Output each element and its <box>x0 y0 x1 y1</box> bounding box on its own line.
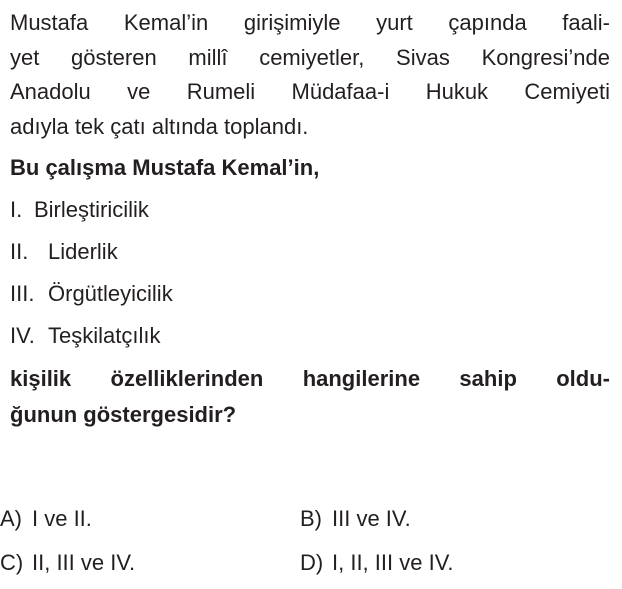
roman-item-text: Liderlik <box>48 239 118 264</box>
roman-item <box>10 189 610 231</box>
option-text: I, II, III ve IV. <box>332 550 454 575</box>
roman-item <box>10 315 610 357</box>
option-c[interactable] <box>0 545 300 589</box>
option-a[interactable] <box>0 501 300 545</box>
roman-item <box>10 273 610 315</box>
stem-line: yet gösteren millî cemiyetler, Sivas Kongresi’nde <box>10 44 610 70</box>
option-text: I ve II. <box>32 506 92 531</box>
roman-numeral: III. <box>10 281 35 306</box>
roman-item-text: Birleştiricilik <box>34 197 149 222</box>
question-card <box>10 6 610 433</box>
question-intro: Bu çalışma Mustafa Kemal’in, <box>10 155 320 180</box>
stem-line: adıyla tek çatı altında toplandı. <box>10 113 309 139</box>
question-stem <box>10 6 610 144</box>
option-text: III ve IV. <box>332 506 411 531</box>
question-prompt-line: ğunun göstergesidir? <box>10 402 237 427</box>
roman-numeral: IV. <box>10 323 35 348</box>
answer-row <box>0 501 600 545</box>
stem-line: Mustafa Kemal’in girişimiyle yurt çapında faali- <box>10 10 610 35</box>
stem-line: Anadolu ve Rumeli Müdafaa-i Hukuk Cemiyeti <box>10 79 610 104</box>
roman-item-text: Teşkilatçılık <box>48 323 161 348</box>
option-letter: B) <box>300 506 322 531</box>
roman-item-text: Örgütleyicilik <box>48 281 173 306</box>
option-text: II, III ve IV. <box>32 550 136 575</box>
roman-numeral: II. <box>10 239 29 264</box>
question-prompt <box>10 361 610 433</box>
option-letter: A) <box>0 506 22 531</box>
answer-row <box>0 545 600 589</box>
option-d[interactable] <box>300 545 600 589</box>
roman-item-list <box>10 189 610 357</box>
option-b[interactable] <box>300 501 600 545</box>
answer-options <box>0 501 600 589</box>
roman-item <box>10 231 610 273</box>
option-letter: C) <box>0 550 24 575</box>
option-letter: D) <box>300 550 324 575</box>
question-prompt-line: kişilik özelliklerinden hangilerine sahip oldu- <box>10 366 610 391</box>
roman-numeral: I. <box>10 197 23 222</box>
